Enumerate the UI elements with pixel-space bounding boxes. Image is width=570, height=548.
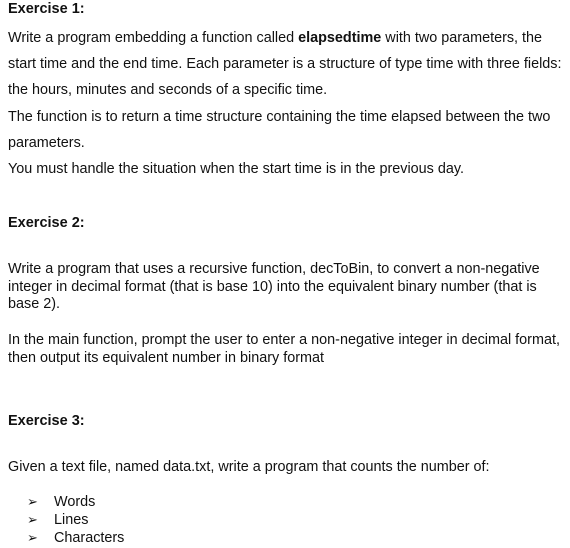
list-item-label: Words — [54, 494, 96, 510]
list-item-label: Lines — [54, 512, 89, 528]
exercise-1-paragraph-1 — [8, 25, 568, 104]
exercise-1-title: Exercise 1: — [8, 1, 85, 17]
exercise-3-paragraph-1: Given a text file, named data.txt, write a program that counts the number of: — [8, 459, 490, 475]
exercise-2-title: Exercise 2: — [8, 215, 85, 231]
exercise-3-list — [27, 493, 124, 547]
list-item — [27, 511, 124, 529]
list-item-label: Characters — [54, 530, 125, 546]
list-item — [27, 493, 124, 511]
exercise-2-paragraph-1: Write a program that uses a recursive function, decToBin, to convert a non-negative integer in decimal format (that is base 10) into the equivalent binary number (that is base 2). — [8, 261, 540, 313]
exercise-1-body — [8, 25, 568, 182]
arrow-bullet-icon: ➢ — [27, 530, 38, 545]
arrow-bullet-icon: ➢ — [27, 494, 38, 509]
exercise-1-text: Write a program embedding a function called — [8, 30, 299, 46]
exercise-1-paragraph-2: The function is to return a time structure containing the time elapsed between the two parameters. — [8, 108, 551, 151]
exercise-1-text-cont: with two parameters, the start time and the end time. Each parameter is a structure of type time with three fields: the hours, minutes and seconds of a specific time. — [8, 30, 562, 99]
exercise-1-paragraph-3: You must handle the situation when the start time is in the previous day. — [8, 161, 464, 178]
exercise-3-title: Exercise 3: — [8, 413, 85, 429]
function-name-elapsedtime: elapsedtime — [298, 30, 382, 46]
exercise-2-paragraph-2: In the main function, prompt the user to enter a non-negative integer in decimal format, then output its equivalent number in binary format — [8, 332, 560, 366]
arrow-bullet-icon: ➢ — [27, 512, 38, 527]
list-item — [27, 529, 124, 547]
